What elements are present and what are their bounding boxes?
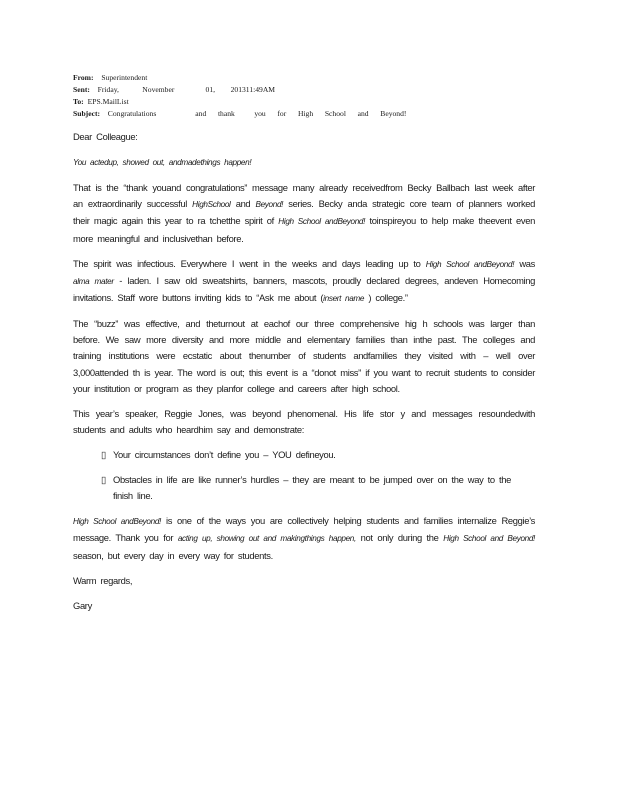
bullet-text: Your circumstances don’t define you – YOU defineyou. [113,449,336,461]
sent-label: Sent: [73,85,90,94]
sent-value: Friday, November 01, 201311:49AM [97,85,276,94]
p6-italic: High School and Beyond! [443,534,535,544]
header-from [73,73,147,82]
bullet-text: Obstacles in life are like runner’s hurdles – they are meant to be jumped over on the way to the finish line. [113,474,512,502]
greeting: Dear Colleague: [73,131,138,142]
p6-text: not only during the [355,532,444,544]
p6-text: is one of the ways you are collectively helping students and families internalize Reggie’s message. Thank you for [73,515,535,544]
subject-value: Congratulations and thank you for High School and Beyond! [107,109,407,118]
paragraph-2 [73,180,535,247]
bullet-item [73,472,535,504]
p2-italic: HighSchool [192,200,231,210]
p3-text: was [514,257,535,269]
p3-italic: High School andBeyond! [425,259,515,269]
paragraph-5: This year’s speaker, Reggie Jones, was beyond phenomenal. His life stor y and messages resoundedwith students and adults who heardhim say and demonstrate: [73,407,535,436]
paragraph-1 [73,154,535,171]
p2-italic: High School andBeyond! [278,217,366,227]
p2-text: That is the “thank youand congratulations” message many already receivedfrom Becky Ballbach last week after an extraordinarily successful [73,182,535,210]
bullet-marker: ▯ [101,474,106,486]
p6-text: season, but every day in every way for students. [73,549,273,561]
signature: Gary [73,599,92,611]
p3-text: The spirit was infectious. Everywhere I went in the weeks and days leading up to [73,257,426,269]
closing: Warm regards, [73,574,133,586]
header-subject [73,109,406,118]
p1-italic: You actedup, showed out, andmadethings happen! [73,158,252,167]
bullet-marker: ▯ [101,449,106,461]
paragraph-6 [73,513,535,564]
header-to [73,97,129,106]
p3-italic: alma mater [73,276,114,286]
to-label: To: [73,97,84,106]
p2-text: toinspireyou to help make theevent even more meaningful and inclusivethan before. [73,215,535,244]
from-value: Superintendent [101,73,148,82]
p2-italic: Beyond! [255,200,284,210]
p6-italic: acting up, showing out and makingthings happen, [177,534,356,544]
subject-label: Subject: [73,109,100,118]
p3-text: - laden. I saw old sweatshirts, banners, mascots, proudly declared degrees, andeven Homecoming invitations. Staff wore buttons inviting kids to “Ask me about ( [73,274,535,304]
paragraph-3 [73,256,535,308]
to-value: EPS.MailList [87,97,129,106]
from-label: From: [73,73,94,82]
paragraph-4: The “buzz” was effective, and theturnout at eachof our three comprehensive hig h schools was larger than before. We saw more diversity and more middle and elementary families than inthe past. The colleges and training institutions were ecstatic about thenumber of students andfamilies they visited with – well over 3,000attended th is year. The word is out; this event is a “donot miss” if you want to recruit students to consider your institution or program as they planfor college and careers after high school. [73,318,535,394]
p3-italic: insert name [323,294,365,304]
p2-text: series. Becky anda strategic core team of planners worked their magic again this year to ra tchetthe spirit of [73,198,536,227]
p3-text: ) college.” [364,292,408,304]
p2-text: and [230,198,256,210]
p6-italic: High School andBeyond! [73,517,161,527]
email-body [73,129,535,623]
header-sent [73,85,275,94]
bullet-item [73,447,535,463]
